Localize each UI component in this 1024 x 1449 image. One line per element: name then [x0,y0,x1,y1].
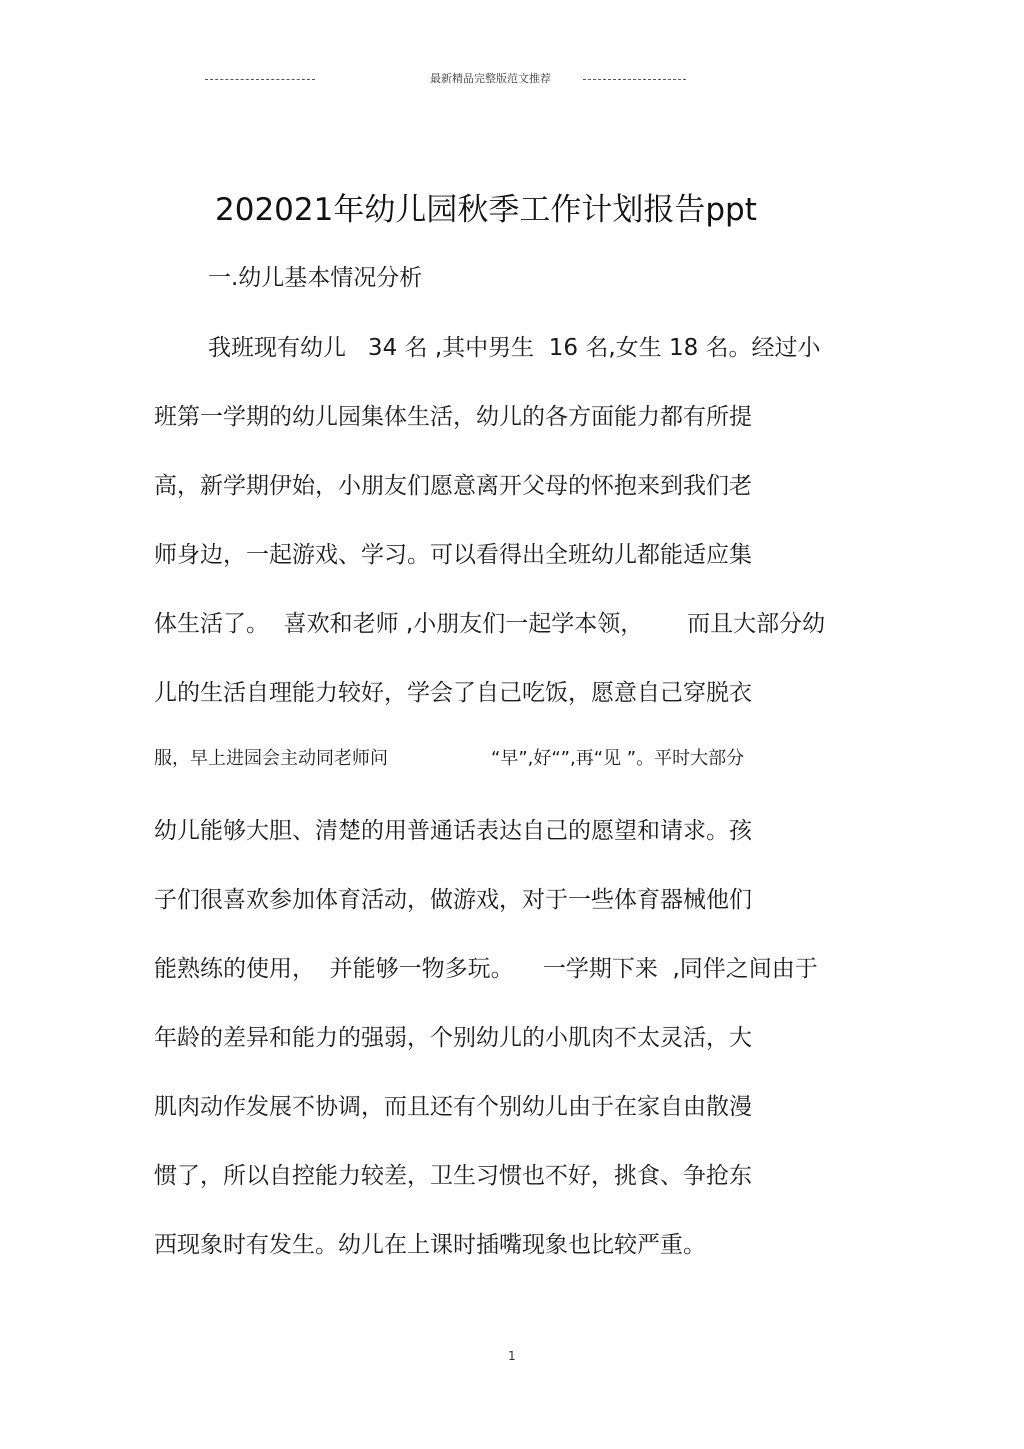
paragraph-line: 我班现有幼儿 34 名 ,其中男生 16 名,女生 18 名。经过小 [208,335,821,361]
section-heading: 一.幼儿基本情况分析 [208,265,423,291]
running-header: 最新精品完整版范文推荐 [430,72,551,85]
page-number: 1 [508,1349,516,1363]
document-title: 202021年幼儿园秋季工作计划报告ppt [215,192,757,228]
paragraph-line: 年龄的差异和能力的强弱，个别幼儿的小肌肉不太灵活，大 [154,1025,752,1051]
paragraph-line: 肌肉动作发展不协调，而且还有个别幼儿由于在家自由散漫 [154,1094,752,1120]
paragraph-line: 子们很喜欢参加体育活动，做游戏，对于一些体育器械他们 [154,887,752,913]
header-rule-left [205,79,315,80]
header-rule-right [583,79,686,80]
paragraph-line: 西现象时有发生。幼儿在上课时插嘴现象也比较严重。 [154,1232,706,1258]
paragraph-line: 幼儿能够大胆、清楚的用普通话表达自己的愿望和请求。孩 [154,818,752,844]
paragraph-line: 体生活了。 喜欢和老师 ,小朋友们一起学本领， 而且大部分幼 [154,611,826,637]
paragraph-line: 儿的生活自理能力较好，学会了自己吃饭，愿意自己穿脱衣 [154,680,752,706]
paragraph-line: 惯了，所以自控能力较差，卫生习惯也不好，挑食、争抢东 [154,1163,752,1189]
paragraph-line: 服，早上进园会主动同老师问 “早”,好“”,再“见 ”。平时大部分 [154,748,745,769]
paragraph-line: 高，新学期伊始，小朋友们愿意离开父母的怀抱来到我们老 [154,473,752,499]
paragraph-line: 师身边，一起游戏、学习。可以看得出全班幼儿都能适应集 [154,542,752,568]
paragraph-line: 班第一学期的幼儿园集体生活，幼儿的各方面能力都有所提 [154,404,752,430]
paragraph-line: 能熟练的使用， 并能够一物多玩。 一学期下来 ,同伴之间由于 [154,956,818,982]
